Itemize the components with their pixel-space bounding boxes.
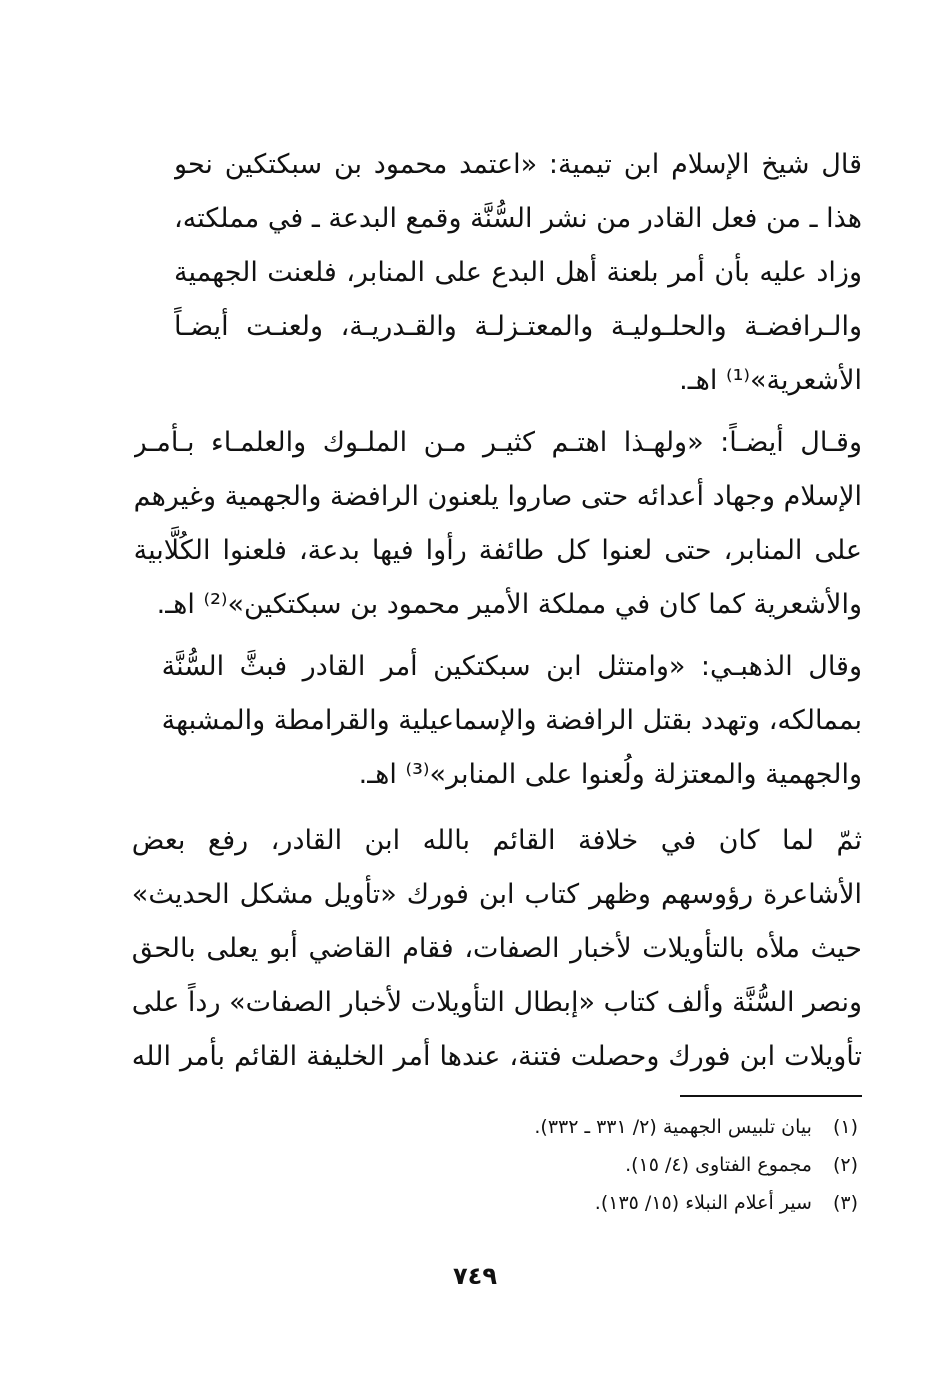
- paragraph-2: [134, 416, 862, 632]
- paragraph-3: [162, 640, 862, 802]
- footnote-text: سير أعلام النبلاء (١٥/ ١٣٥).: [594, 1192, 812, 1214]
- text-line: بممالكه، وتهدد بقتل الرافضة والإسماعيلية والقرامطة والمشبهة: [161, 705, 862, 736]
- footnote-text: مجموع الفتاوى (٤/ ١٥).: [625, 1154, 812, 1176]
- footnote-number: (٣): [832, 1192, 858, 1214]
- text-line: قال شيخ الإسلام ابن تيمية: «اعتمد محمود بن سبكتكين نحو: [174, 149, 862, 180]
- text-line: حيث ملأه بالتأويلات لأخبار الصفات، فقام القاضي أبو يعلى بالحق: [131, 933, 862, 964]
- footnote-3: [358, 1184, 858, 1222]
- text-line: الأشعرية»⁽¹⁾ اهـ.: [679, 365, 862, 396]
- paragraph-4: [132, 814, 862, 1084]
- text-line: والـرافضـة والحلـوليـة والمعتـزلـة والقـدريـة، ولعنـت أيضـاً: [174, 311, 862, 342]
- text-line: على المنابر، حتى لعنوا كل طائفة رأوا فيها بدعة، فلعنوا الكُلَّابية: [133, 535, 862, 566]
- text-line: ثمّ لما كان في خلافة القائم بالله ابن القادر، رفع بعض: [131, 825, 862, 856]
- footnote-divider: [680, 1095, 862, 1097]
- text-line: وقال الذهبـي: «وامتثل ابن سبكتكين أمر القادر فبثَّ السُّنَّة: [161, 651, 862, 682]
- footnotes: [358, 1108, 858, 1222]
- footnote-text: بيان تلبيس الجهمية (٢/ ٣٣١ ـ ٣٣٢).: [534, 1116, 812, 1138]
- paragraph-1: [174, 138, 862, 408]
- text-line: والأشعرية كما كان في مملكة الأمير محمود بن سبكتكين»⁽²⁾ اهـ.: [156, 589, 862, 620]
- text-line: ونصر السُّنَّة وألف كتاب «إبطال التأويلات لأخبار الصفات» رداً على: [131, 987, 862, 1018]
- text-line: وقـال أيضـاً: «ولهـذا اهتـم كثيـر مـن الملـوك والعلمـاء بـأمـر: [133, 427, 862, 458]
- text-line: تأويلات ابن فورك وحصلت فتنة، عندها أمر الخليفة القائم بأمر الله: [131, 1041, 862, 1072]
- page-number: ٧٤٩: [453, 1262, 497, 1290]
- footnote-1: [358, 1108, 858, 1146]
- text-line: الأشاعرة رؤوسهم وظهر كتاب ابن فورك «تأويل مشكل الحديث»: [131, 879, 862, 910]
- text-line: وزاد عليه بأن أمر بلعنة أهل البدع على المنابر، فلعنت الجهمية: [174, 257, 862, 288]
- text-line: والجهمية والمعتزلة ولُعنوا على المنابر»⁽³⁾ اهـ.: [358, 759, 862, 790]
- footnote-number: (١): [832, 1116, 858, 1138]
- text-line: هذا ـ من فعل القادر من نشر السُّنَّة وقمع البدعة ـ في مملكته،: [174, 203, 862, 234]
- text-line: الإسلام وجهاد أعدائه حتى صاروا يلعنون الرافضة والجهمية وغيرهم: [133, 481, 862, 512]
- footnote-2: [358, 1146, 858, 1184]
- footnote-number: (٢): [832, 1154, 858, 1176]
